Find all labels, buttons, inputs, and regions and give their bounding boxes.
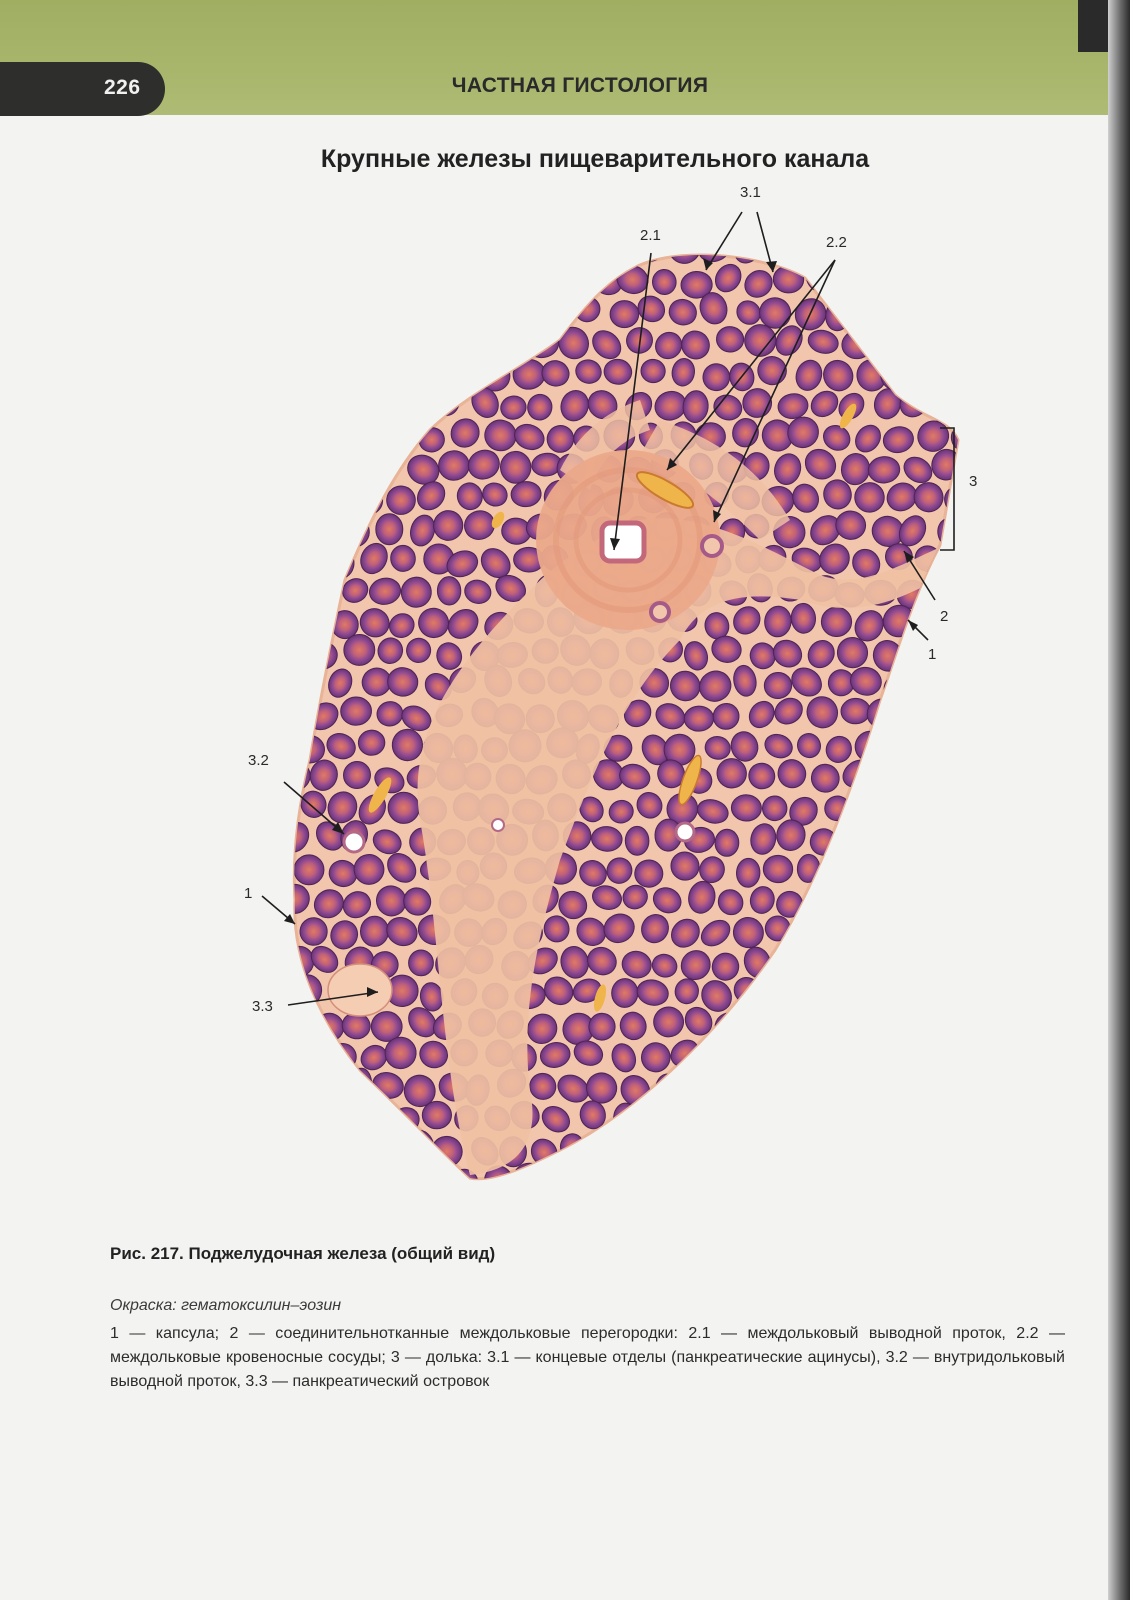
acinus bbox=[957, 507, 994, 546]
acinus bbox=[305, 324, 340, 359]
acinus bbox=[408, 950, 433, 976]
acinus bbox=[610, 301, 639, 328]
acinus bbox=[930, 697, 960, 732]
acinus bbox=[277, 1071, 314, 1109]
acinus bbox=[309, 575, 336, 604]
running-title: ЧАСТНАЯ ГИСТОЛОГИЯ bbox=[451, 74, 709, 97]
acinus bbox=[774, 1005, 810, 1044]
acinus bbox=[876, 1034, 919, 1077]
acinus bbox=[298, 417, 327, 448]
acinus bbox=[961, 884, 996, 921]
acinus bbox=[509, 232, 546, 267]
acinus bbox=[955, 576, 994, 612]
acinus bbox=[324, 1164, 355, 1197]
acinus bbox=[324, 482, 358, 513]
acinus bbox=[257, 1160, 297, 1199]
acinus bbox=[837, 1008, 876, 1047]
acinus bbox=[286, 1100, 329, 1143]
acinus bbox=[932, 882, 966, 918]
acinus bbox=[559, 262, 596, 300]
acinus bbox=[946, 662, 986, 701]
acinus bbox=[338, 1127, 377, 1167]
acinus bbox=[744, 1067, 778, 1103]
section-title: Крупные железы пищеварительного канала bbox=[320, 145, 870, 173]
acinus bbox=[288, 229, 328, 269]
acinus bbox=[865, 943, 905, 982]
acinus bbox=[719, 1070, 747, 1098]
acinus bbox=[757, 1100, 788, 1132]
acinus bbox=[278, 702, 311, 735]
acinus bbox=[388, 792, 420, 824]
acinus bbox=[789, 232, 828, 270]
acinus bbox=[909, 910, 953, 954]
acinus bbox=[849, 1037, 889, 1076]
acinus bbox=[340, 265, 372, 289]
acinus bbox=[412, 356, 453, 397]
acinus bbox=[601, 1162, 639, 1201]
acinus bbox=[387, 418, 416, 449]
acinus bbox=[949, 977, 982, 1014]
acinus bbox=[849, 297, 882, 329]
acinus bbox=[296, 1162, 331, 1191]
acinus bbox=[715, 829, 740, 857]
acinus bbox=[886, 734, 916, 766]
blood-vessel-small bbox=[651, 603, 669, 621]
acinus bbox=[265, 356, 301, 394]
acinus bbox=[950, 1106, 980, 1136]
interlobular-duct bbox=[602, 523, 644, 561]
acinus bbox=[421, 297, 449, 325]
acinus bbox=[956, 1004, 994, 1041]
acinus bbox=[324, 1096, 363, 1136]
acinus bbox=[679, 1128, 715, 1164]
acinus bbox=[895, 260, 931, 299]
acinus bbox=[836, 889, 866, 921]
acinus bbox=[931, 948, 961, 977]
acinus bbox=[898, 1133, 931, 1169]
acinus bbox=[283, 451, 316, 481]
acinus bbox=[941, 722, 982, 763]
acinus bbox=[262, 847, 297, 885]
acinus bbox=[327, 240, 351, 268]
acinus bbox=[956, 323, 999, 366]
label-1-left: 1 bbox=[244, 885, 253, 902]
figure-legend: 1 — капсула; 2 — соединительнотканные междольковые перегородки: 2.1 — междольковый выводной проток, 2.2 — междольковые кровеносные сосуды; 3 — долька: 3.1 — концевые отделы (панкреатические ацинусы), 3.2 — внутридольковый выводной проток, 3.3 — панкреатический островок bbox=[110, 1325, 1065, 1390]
acinus bbox=[943, 1157, 983, 1196]
acinus bbox=[966, 396, 994, 422]
acinus bbox=[775, 1071, 814, 1110]
acinus bbox=[648, 1128, 687, 1168]
acinus bbox=[289, 353, 329, 393]
acinus bbox=[908, 970, 951, 1013]
acinus bbox=[393, 1162, 421, 1193]
acinus bbox=[835, 943, 872, 980]
acinus bbox=[909, 721, 953, 765]
figure-caption-title: Рис. 217. Поджелудочная железа (общий вид) bbox=[110, 1244, 496, 1263]
acinus bbox=[772, 1134, 805, 1167]
acinus bbox=[886, 915, 922, 952]
acinus bbox=[757, 1039, 789, 1070]
acinus bbox=[414, 1158, 453, 1197]
acinus bbox=[655, 1074, 679, 1105]
acinus bbox=[292, 1045, 324, 1074]
acinus bbox=[449, 236, 477, 259]
acinus bbox=[360, 916, 389, 947]
acinus bbox=[907, 662, 948, 701]
acinus bbox=[370, 390, 401, 417]
acinus bbox=[897, 948, 931, 974]
acinus bbox=[846, 1103, 885, 1139]
acinus bbox=[345, 388, 375, 424]
acinus bbox=[933, 641, 964, 672]
acinus bbox=[931, 328, 957, 356]
acinus bbox=[826, 979, 857, 1006]
pancreas-illustration bbox=[0, 180, 1110, 1220]
histology-figure bbox=[0, 180, 1110, 1220]
blood-vessel-small bbox=[702, 536, 722, 556]
acinus bbox=[266, 1035, 302, 1072]
acinus bbox=[882, 1157, 923, 1198]
acinus bbox=[276, 1131, 313, 1167]
acinus bbox=[497, 267, 528, 297]
acinus bbox=[275, 265, 313, 304]
acinus bbox=[835, 260, 871, 299]
label-3-1: 3.1 bbox=[740, 184, 761, 201]
acinus bbox=[739, 1130, 776, 1169]
acinus bbox=[467, 323, 498, 358]
acinus bbox=[367, 259, 404, 298]
acinus bbox=[925, 757, 960, 793]
acinus bbox=[321, 415, 362, 455]
acinus bbox=[852, 916, 885, 951]
acinus bbox=[926, 821, 960, 858]
acinus bbox=[353, 358, 389, 394]
acinus bbox=[265, 424, 299, 456]
acini-group bbox=[257, 226, 1002, 1203]
acinus bbox=[932, 1011, 966, 1039]
acinus bbox=[961, 816, 999, 856]
acinus bbox=[859, 239, 884, 265]
acinus bbox=[277, 628, 320, 671]
acinus bbox=[437, 576, 461, 605]
acinus bbox=[340, 324, 378, 361]
acinus bbox=[826, 1107, 857, 1137]
acinus bbox=[852, 978, 890, 1016]
acinus bbox=[802, 1003, 843, 1043]
acinus bbox=[818, 1165, 853, 1202]
label-2-1: 2.1 bbox=[640, 227, 661, 244]
acinus bbox=[310, 386, 344, 416]
acinus bbox=[791, 1104, 820, 1139]
acinus bbox=[728, 1102, 765, 1139]
page-number: 226 bbox=[104, 76, 141, 99]
acinus bbox=[941, 357, 975, 386]
acinus bbox=[289, 481, 329, 520]
acinus bbox=[789, 914, 831, 956]
acinus bbox=[305, 264, 345, 304]
acinus bbox=[786, 1160, 827, 1202]
acinus bbox=[608, 237, 639, 266]
acinus bbox=[931, 266, 967, 303]
acinus bbox=[946, 295, 977, 329]
acinus bbox=[960, 1067, 1001, 1108]
figure-stain: Окраска: гематоксилин–эозин bbox=[110, 1297, 342, 1314]
acinus bbox=[311, 1071, 340, 1103]
acinus bbox=[568, 231, 608, 272]
acinus bbox=[960, 266, 990, 299]
acinus bbox=[297, 607, 330, 642]
acinus bbox=[825, 1039, 856, 1074]
acinus bbox=[915, 239, 943, 266]
acinus bbox=[901, 1066, 935, 1100]
acinus bbox=[324, 297, 360, 333]
acinus bbox=[449, 361, 480, 390]
acinus bbox=[841, 1138, 873, 1167]
acinus bbox=[899, 760, 934, 793]
acinus bbox=[838, 824, 872, 858]
acinus bbox=[900, 885, 934, 922]
label-3-3: 3.3 bbox=[252, 998, 273, 1015]
acinus bbox=[542, 231, 574, 265]
acinus bbox=[369, 1127, 410, 1168]
acinus bbox=[352, 227, 390, 266]
acinus bbox=[277, 322, 311, 356]
acinus bbox=[262, 295, 303, 336]
acinus bbox=[475, 230, 517, 272]
acinus bbox=[259, 789, 295, 826]
acinus bbox=[895, 1005, 933, 1042]
acinus bbox=[290, 537, 327, 574]
label-2-2: 2.2 bbox=[826, 234, 847, 251]
acinus bbox=[924, 1129, 963, 1168]
acinus bbox=[268, 237, 299, 269]
acinus bbox=[684, 706, 714, 732]
intralobular-duct bbox=[676, 823, 694, 841]
acinus bbox=[261, 673, 293, 698]
acinus bbox=[531, 268, 563, 296]
label-3-2: 3.2 bbox=[248, 752, 269, 769]
acinus bbox=[272, 509, 314, 552]
acinus bbox=[910, 358, 945, 394]
acinus bbox=[867, 829, 897, 854]
acinus bbox=[949, 231, 977, 262]
acinus bbox=[764, 974, 793, 1007]
acinus bbox=[263, 602, 294, 635]
acinus bbox=[773, 948, 807, 978]
acinus bbox=[884, 293, 916, 325]
acinus bbox=[386, 295, 418, 329]
acinus bbox=[715, 1133, 752, 1172]
acinus bbox=[682, 1075, 714, 1105]
acinus bbox=[866, 1005, 902, 1039]
acinus bbox=[264, 482, 299, 517]
acinus bbox=[382, 237, 418, 270]
acinus bbox=[789, 979, 823, 1017]
acinus bbox=[789, 1034, 823, 1069]
acinus bbox=[274, 1006, 310, 1042]
acinus bbox=[400, 261, 437, 300]
acinus bbox=[910, 1159, 947, 1196]
acinus bbox=[263, 1104, 296, 1137]
acinus bbox=[625, 826, 649, 855]
acinus bbox=[422, 1101, 452, 1129]
acinus bbox=[870, 761, 905, 795]
label-2: 2 bbox=[940, 608, 949, 625]
acinus bbox=[886, 1101, 921, 1135]
acinus bbox=[376, 514, 403, 545]
acinus bbox=[945, 920, 972, 950]
acinus bbox=[882, 971, 923, 1012]
acinus bbox=[958, 1130, 995, 1167]
acinus bbox=[415, 233, 451, 267]
acinus bbox=[913, 1035, 953, 1075]
acinus bbox=[507, 296, 546, 334]
acinus bbox=[759, 1162, 794, 1197]
label-3: 3 bbox=[969, 473, 978, 490]
acinus bbox=[352, 1101, 387, 1137]
acinus bbox=[869, 1132, 903, 1165]
acinus bbox=[914, 1103, 950, 1137]
acinus bbox=[801, 1137, 836, 1168]
acinus bbox=[926, 571, 967, 611]
intralobular-duct bbox=[344, 832, 364, 852]
acinus bbox=[316, 516, 345, 544]
acinus bbox=[882, 848, 922, 887]
acinus bbox=[447, 294, 479, 327]
acinus bbox=[958, 697, 997, 736]
acinus bbox=[960, 762, 993, 795]
acinus bbox=[695, 1104, 731, 1139]
acinus bbox=[330, 361, 361, 393]
acinus bbox=[698, 1164, 731, 1201]
acinus bbox=[727, 1163, 757, 1193]
acinus bbox=[284, 391, 312, 422]
acinus bbox=[821, 918, 854, 948]
acinus bbox=[865, 1072, 902, 1106]
acinus bbox=[699, 1040, 736, 1072]
acinus bbox=[721, 1030, 764, 1074]
acinus bbox=[514, 1163, 545, 1191]
acinus bbox=[267, 543, 297, 574]
acinus bbox=[886, 789, 918, 820]
acinus bbox=[857, 1162, 882, 1195]
acinus bbox=[630, 1165, 668, 1201]
acinus bbox=[640, 1101, 670, 1127]
acinus bbox=[547, 1164, 577, 1199]
acinus bbox=[931, 1074, 966, 1105]
acinus bbox=[947, 854, 978, 881]
acinus bbox=[592, 1135, 620, 1163]
acinus bbox=[945, 541, 979, 576]
acinus bbox=[747, 1011, 774, 1042]
acinus bbox=[429, 325, 465, 361]
acinus bbox=[309, 1126, 347, 1165]
acinus bbox=[912, 292, 946, 325]
acinus bbox=[404, 392, 435, 422]
acinus bbox=[369, 326, 405, 362]
acinus bbox=[950, 608, 980, 641]
acinus bbox=[903, 324, 936, 357]
acinus bbox=[462, 260, 503, 301]
acinus bbox=[937, 1032, 980, 1075]
acinus bbox=[294, 292, 327, 325]
acinus bbox=[342, 447, 380, 482]
label-1-right: 1 bbox=[928, 646, 937, 663]
acinus bbox=[481, 298, 513, 327]
acinus bbox=[904, 703, 934, 733]
acinus bbox=[859, 853, 887, 880]
pancreatic-islet bbox=[328, 964, 392, 1016]
acinus bbox=[399, 325, 436, 362]
acinus bbox=[850, 789, 889, 829]
acinus bbox=[669, 1105, 700, 1133]
acinus bbox=[809, 943, 842, 976]
acinus bbox=[837, 1068, 872, 1102]
acinus bbox=[867, 262, 901, 300]
acinus bbox=[873, 323, 903, 357]
acinus bbox=[881, 232, 915, 266]
acinus bbox=[894, 823, 929, 856]
acinus bbox=[617, 1135, 652, 1165]
acinus bbox=[499, 325, 529, 353]
acinus bbox=[570, 1163, 606, 1199]
acinus bbox=[311, 448, 350, 486]
acinus bbox=[961, 951, 988, 979]
acinus bbox=[358, 419, 387, 448]
page-edge-shadow bbox=[1108, 0, 1130, 1600]
acinus bbox=[280, 578, 311, 608]
acinus bbox=[961, 635, 1001, 675]
acinus bbox=[380, 355, 424, 399]
acinus bbox=[943, 794, 974, 825]
acinus bbox=[664, 1159, 700, 1196]
acinus bbox=[350, 295, 389, 334]
acinus bbox=[869, 886, 905, 920]
acinus bbox=[913, 789, 947, 825]
acinus bbox=[910, 855, 946, 889]
acinus bbox=[808, 1067, 845, 1101]
acinus bbox=[428, 266, 465, 302]
acinus bbox=[357, 1164, 389, 1189]
